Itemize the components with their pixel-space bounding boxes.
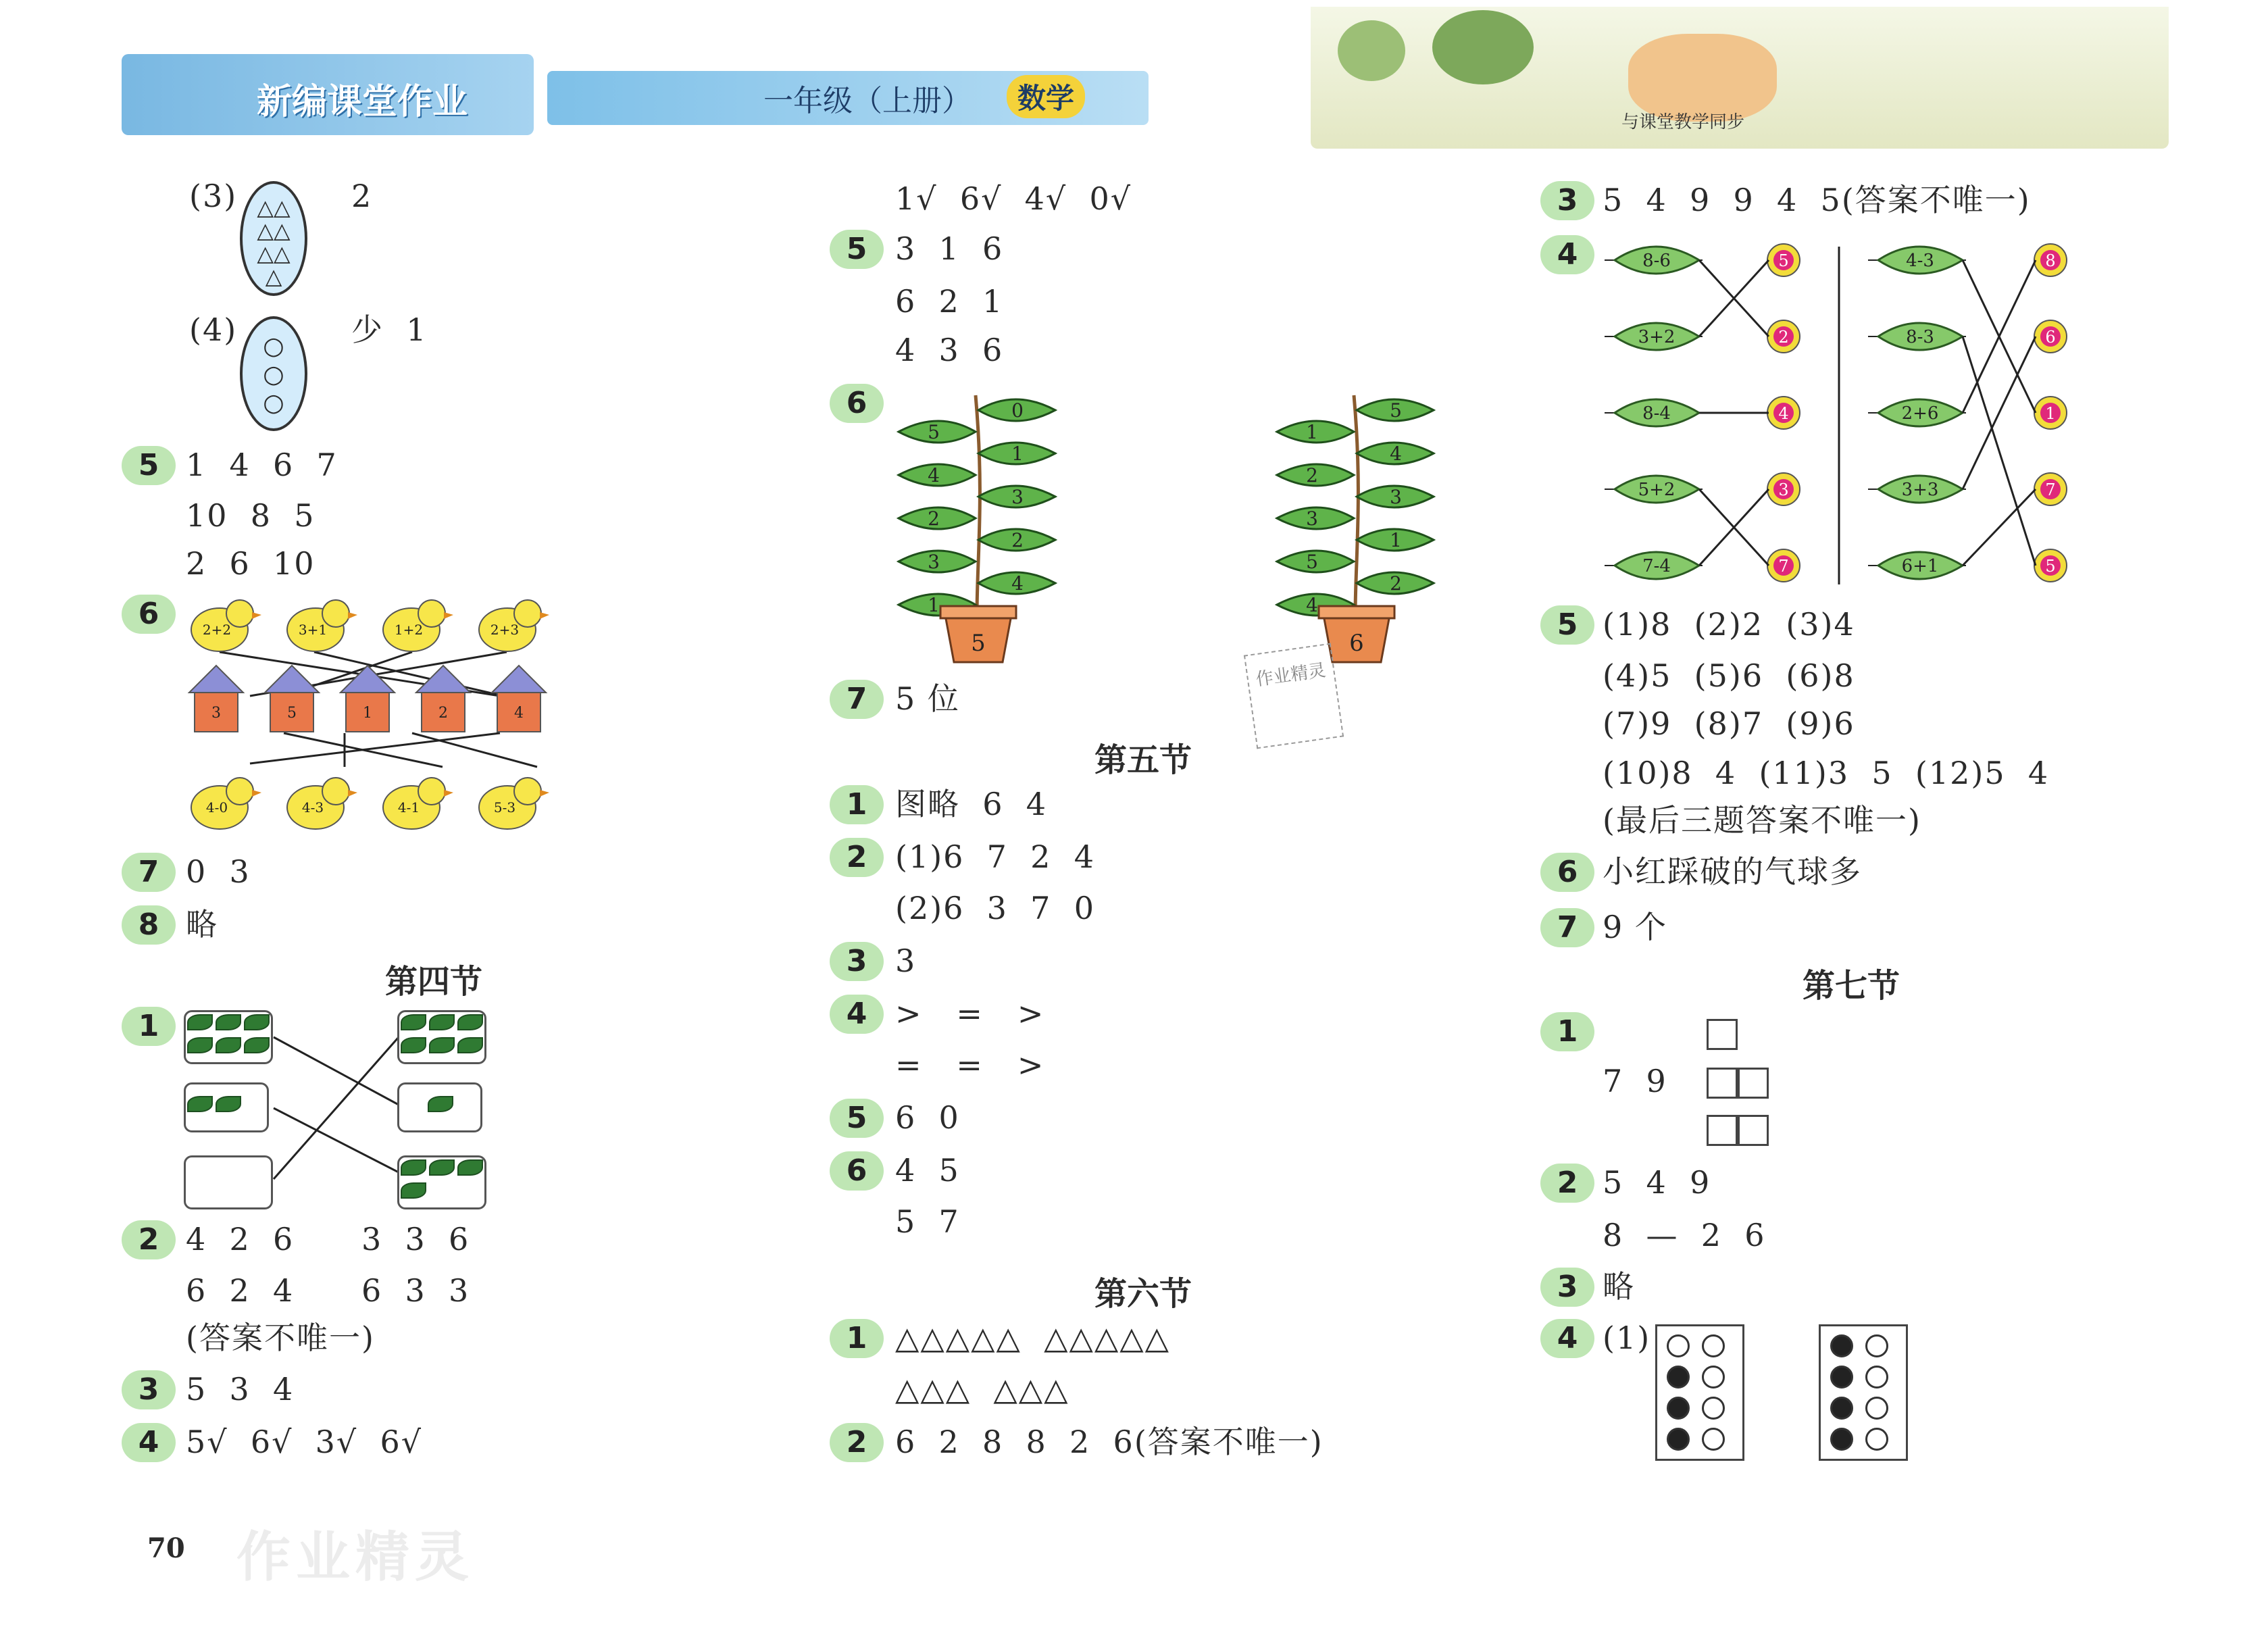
- question-number: 1: [830, 785, 884, 824]
- sec7-q2-badge: 2: [1540, 1164, 1594, 1203]
- empty-dot: [1865, 1397, 1888, 1420]
- flower-number: 6: [2045, 328, 2056, 347]
- equation-leaf: [1868, 323, 1966, 350]
- empty-dot: [1702, 1334, 1725, 1357]
- house-icon: [341, 666, 395, 732]
- col1-s6-badge: 6: [122, 595, 176, 634]
- sec4-q3-badge: 3: [122, 1370, 176, 1409]
- answer-line: > = >: [895, 995, 1045, 1032]
- equation-leaf: [1605, 552, 1703, 579]
- flower-icon: [2034, 320, 2067, 353]
- col2-s5-badge: 5: [830, 230, 884, 269]
- house-label: 4: [514, 705, 524, 722]
- plant-one: [892, 382, 1067, 666]
- filled-dot: [1830, 1428, 1853, 1451]
- leaf-number: 5: [1306, 551, 1318, 573]
- square-box: [1707, 1068, 1738, 1099]
- leaf-equation: 5+2: [1638, 480, 1675, 500]
- col1-q4-label: (4): [189, 311, 238, 348]
- equation-leaf: [1605, 399, 1703, 426]
- col3-s6-badge: 6: [1540, 853, 1594, 892]
- leaf-number: 4: [1011, 572, 1024, 595]
- sec7-q4-badge: 4: [1540, 1319, 1594, 1358]
- leaf-number: 1: [928, 594, 940, 616]
- col1-s7-badge: 7: [122, 853, 176, 892]
- leaf-number: 4: [928, 464, 940, 486]
- sec4-q4-badge: 4: [122, 1423, 176, 1462]
- sec4-q2-line: 4 2 6 3 3 6: [186, 1221, 470, 1257]
- flower-number: 7: [2045, 480, 2056, 499]
- question-number: 1: [830, 1319, 884, 1358]
- chick-label: 4-1: [397, 799, 420, 816]
- stamp: 作业精灵: [1244, 643, 1344, 749]
- sec7-q2-line: 5 4 9: [1603, 1164, 1711, 1201]
- chick-icon: [383, 600, 453, 651]
- plant-leaf: [1357, 399, 1434, 422]
- flower-icon: [2034, 244, 2067, 276]
- flower-number: 5: [2045, 557, 2056, 576]
- chick-label: 3+1: [298, 622, 328, 638]
- answer-line: (1)6 7 2 4: [895, 839, 1095, 875]
- leaf-number: 1: [1390, 529, 1402, 551]
- sec7-q3-badge: 3: [1540, 1268, 1594, 1307]
- chicks-top: [191, 600, 549, 651]
- plant-leaf: [978, 572, 1055, 595]
- flower-number: 3: [1778, 480, 1789, 499]
- equation-leaf: [1605, 323, 1703, 350]
- pot-number: 6: [1349, 630, 1364, 657]
- answer-line: 4 5: [895, 1152, 960, 1189]
- question-number: 5: [830, 1099, 884, 1138]
- square-box: [1738, 1115, 1769, 1146]
- empty-dot: [1702, 1366, 1725, 1389]
- leaf-card: [397, 1155, 486, 1209]
- sec7-q1-badge: 1: [1540, 1012, 1594, 1051]
- equation-leaf: [1605, 247, 1703, 274]
- col2-s5-line: 6 2 1: [895, 283, 1004, 320]
- filled-dot: [1667, 1428, 1690, 1451]
- flower-number: 5: [1778, 251, 1789, 270]
- col3-s5-line: (7)9 (8)7 (9)6: [1603, 705, 1855, 742]
- leaf-card: [397, 1010, 486, 1064]
- leaf-number: 2: [1390, 572, 1402, 595]
- header-bar: [122, 41, 1149, 142]
- leaf-number: 2: [1306, 464, 1318, 486]
- col3-s3-badge: 3: [1540, 181, 1594, 220]
- square-box: [1707, 1019, 1738, 1050]
- sec4-q2-line: 6 2 4 6 3 3: [186, 1272, 470, 1309]
- section7-title: 第七节: [1803, 967, 1900, 1005]
- triangle-oval: △△ △△ △△ △: [240, 181, 307, 296]
- filled-dot: [1667, 1366, 1690, 1389]
- subject-badge: 数学: [1007, 75, 1085, 118]
- question-number: 3: [830, 942, 884, 981]
- col1-s5-badge: 5: [122, 446, 176, 485]
- col2-s5-line: 3 1 6: [895, 230, 1004, 267]
- house-icon: [492, 666, 546, 732]
- plant-leaf: [899, 464, 976, 486]
- filled-dot: [1667, 1397, 1690, 1420]
- answer-line: 图略 6 4: [895, 786, 1048, 822]
- plant-leaf: [978, 399, 1055, 422]
- sec7-q2-line: 8 — 2 6: [1603, 1217, 1766, 1253]
- plant-leaf: [1357, 572, 1434, 595]
- equation-leaf: [1868, 552, 1966, 579]
- leaf-flower-matching: [1601, 233, 2088, 591]
- leaf-equation: 8-3: [1906, 327, 1934, 347]
- col1-q3-answer: 2: [351, 178, 373, 214]
- section6-title: 第六节: [1094, 1275, 1192, 1313]
- leaf-number: 3: [1390, 486, 1402, 508]
- flower-icon: [1767, 473, 1800, 505]
- leaf-number: 2: [928, 507, 940, 530]
- leaf-number: 4: [1306, 594, 1318, 616]
- col3-s3-text: 5 4 9 9 4 5(答案不唯一): [1603, 182, 2031, 218]
- leaf-number: 3: [928, 551, 940, 573]
- empty-dot: [1702, 1428, 1725, 1451]
- chick-label: 4-3: [301, 799, 324, 816]
- plant-leaf: [978, 529, 1055, 551]
- sec4-q3-text: 5 3 4: [186, 1371, 295, 1407]
- flower-number: 7: [1778, 557, 1789, 576]
- pot-number: 5: [971, 630, 986, 657]
- dot-grid: [1819, 1324, 1908, 1461]
- leaf-equation: 3+3: [1901, 480, 1939, 500]
- house-label: 2: [438, 705, 448, 722]
- answer-line: 5 7: [895, 1203, 960, 1240]
- answer-line: 3: [895, 943, 917, 979]
- chick-icon: [479, 778, 549, 829]
- plant-leaf: [978, 443, 1055, 465]
- chick-label: 2+2: [202, 622, 232, 638]
- leaf-number: 1: [1306, 421, 1318, 443]
- square-box: [1738, 1068, 1769, 1099]
- col3-s4-badge: 4: [1540, 235, 1594, 274]
- col3-s5-line: (1)8 (2)2 (3)4: [1603, 606, 1855, 643]
- flower-icon: [1767, 244, 1800, 276]
- slogan: 与课堂教学同步: [1621, 112, 1745, 132]
- house-label: 5: [287, 705, 297, 722]
- flower-number: 4: [1778, 404, 1789, 423]
- flower-icon: [2034, 397, 2067, 429]
- leaf-equation: 7-4: [1642, 556, 1671, 576]
- flower-icon: [1767, 549, 1800, 582]
- plant-leaf: [899, 551, 976, 573]
- empty-dot: [1865, 1366, 1888, 1389]
- col1-s8-text: 略: [186, 906, 218, 943]
- leaf-number: 1: [1011, 443, 1024, 465]
- chick-icon: [287, 778, 357, 829]
- equation-leaf: [1605, 476, 1703, 503]
- answer-line: 6 2 8 8 2 6(答案不唯一): [895, 1424, 1324, 1460]
- plant-leaf: [1357, 443, 1434, 465]
- section5-title: 第五节: [1094, 741, 1192, 779]
- page-number: 70: [147, 1532, 185, 1564]
- chick-icon: [287, 600, 357, 651]
- col1-s8-badge: 8: [122, 905, 176, 945]
- sec7-q3-text: 略: [1603, 1268, 1635, 1305]
- brand-banner: [122, 54, 534, 135]
- grade-banner: [547, 71, 1149, 125]
- tree-icon: [1432, 10, 1534, 84]
- question-number: 2: [830, 838, 884, 877]
- leaf-card: [184, 1082, 269, 1132]
- leaf-number: 0: [1011, 399, 1024, 422]
- chick-label: 2+3: [490, 622, 520, 638]
- flower-icon: [2034, 549, 2067, 582]
- plant-leaf: [1277, 507, 1354, 530]
- tree-icon: [1338, 20, 1405, 81]
- answer-line: △△△△△ △△△△△: [895, 1320, 1171, 1356]
- equation-leaf: [1868, 247, 1966, 274]
- leaf-equation: 4-3: [1906, 251, 1934, 271]
- equation-leaf: [1868, 399, 1966, 426]
- sec4-q1-badge: 1: [122, 1007, 176, 1046]
- house-icon: [416, 666, 470, 732]
- col3-s5-line: (10)8 4 (11)3 5 (12)5 4: [1603, 755, 2050, 791]
- plant-leaf: [978, 486, 1055, 508]
- col1-s7-text: 0 3: [186, 853, 251, 890]
- chick-icon: [191, 600, 261, 651]
- circle-oval: ○ ○ ○: [240, 316, 307, 431]
- plant-leaf: [1277, 421, 1354, 443]
- house-label: 3: [211, 705, 221, 722]
- flower-icon: [1767, 320, 1800, 353]
- plant-two: [1270, 382, 1446, 666]
- col1-s5-line: 2 6 10: [186, 545, 316, 582]
- col1-s5-line: 1 4 6 7: [186, 447, 338, 483]
- square-box: [1707, 1115, 1738, 1146]
- house-icon: [265, 666, 319, 732]
- leaf-card-empty: [184, 1155, 273, 1209]
- plant-leaf: [1357, 529, 1434, 551]
- plant-leaf: [1277, 464, 1354, 486]
- leaf-number: 5: [1390, 399, 1402, 422]
- equation-leaf: [1868, 476, 1966, 503]
- chick-label: 4-0: [205, 799, 228, 816]
- chick-icon: [191, 778, 261, 829]
- sec4-q4-text: 5√ 6√ 3√ 6√: [186, 1424, 423, 1460]
- leaf-equation: 2+6: [1901, 403, 1939, 424]
- plant-leaf: [1357, 486, 1434, 508]
- col3-s5-line: (最后三题答案不唯一): [1603, 802, 1921, 839]
- col3-s5-line: (4)5 (5)6 (6)8: [1603, 657, 1855, 694]
- answer-line: 6 0: [895, 1099, 960, 1136]
- houses: [189, 666, 546, 732]
- house-label: 1: [363, 705, 372, 722]
- sec4-q2-line: (答案不唯一): [186, 1320, 375, 1356]
- filled-dot: [1830, 1366, 1853, 1389]
- flower-number: 2: [1778, 328, 1789, 347]
- col3-s5-badge: 5: [1540, 605, 1594, 645]
- col1-s5-line: 10 8 5: [186, 497, 316, 534]
- flower-icon: [2034, 473, 2067, 505]
- chick-icon: [479, 600, 549, 651]
- answer-line: (2)6 3 7 0: [895, 890, 1095, 926]
- question-number: 6: [830, 1151, 884, 1191]
- col2-s7-text: 5 位: [895, 680, 960, 717]
- empty-dot: [1865, 1334, 1888, 1357]
- col2-s6-badge: 6: [830, 384, 884, 423]
- flower-number: 8: [2045, 251, 2056, 270]
- plant-leaf: [899, 421, 976, 443]
- flower-number: 1: [2045, 404, 2056, 423]
- leaf-equation: 6+1: [1901, 556, 1939, 576]
- grade-label: 一年级（上册）: [763, 84, 972, 118]
- sec7-q4-label: (1): [1603, 1320, 1651, 1356]
- col2-top-line: 1√ 6√ 4√ 0√: [895, 180, 1132, 217]
- chicks-bottom: [191, 778, 549, 829]
- col2-s7-badge: 7: [830, 680, 884, 719]
- leaf-number: 4: [1390, 443, 1402, 465]
- empty-dot: [1702, 1397, 1725, 1420]
- leaf-card: [184, 1010, 273, 1064]
- empty-dot: [1865, 1428, 1888, 1451]
- house-icon: [189, 666, 243, 732]
- leaf-equation: 8-4: [1642, 403, 1671, 424]
- flower-pot: [940, 606, 1016, 662]
- watermark-text: 作业精灵: [236, 1526, 474, 1589]
- col1-q3-label: (3): [189, 178, 238, 214]
- plant-leaf: [899, 507, 976, 530]
- chick-label: 1+2: [394, 622, 424, 638]
- section4-title: 第四节: [385, 963, 483, 1001]
- empty-dot: [1667, 1334, 1690, 1357]
- flower-icon: [1767, 397, 1800, 429]
- sec4-q2-badge: 2: [122, 1220, 176, 1259]
- leaf-number: 2: [1011, 529, 1024, 551]
- col1-q4-answer: 少 1: [351, 311, 428, 348]
- question-number: 2: [830, 1423, 884, 1462]
- leaf-number: 5: [928, 421, 940, 443]
- leaf-equation: 8-6: [1642, 251, 1671, 271]
- sec7-q1-nums: 7 9: [1603, 1063, 1667, 1099]
- answer-line: △△△ △△△: [895, 1371, 1069, 1407]
- col3-s7-badge: 7: [1540, 908, 1594, 947]
- filled-dot: [1830, 1334, 1853, 1357]
- header-illustration: [1311, 7, 2169, 149]
- chick-icon: [383, 778, 453, 829]
- question-number: 4: [830, 995, 884, 1034]
- chick-label: 5-3: [493, 799, 516, 816]
- col3-s7-text: 9 个: [1603, 909, 1667, 945]
- leaf-number: 3: [1011, 486, 1024, 508]
- filled-dot: [1830, 1397, 1853, 1420]
- leaf-card: [397, 1082, 482, 1132]
- brand-title: 新编课堂作业: [257, 82, 468, 122]
- leaf-number: 3: [1306, 507, 1318, 530]
- col2-s5-line: 4 3 6: [895, 332, 1004, 368]
- plant-leaf: [1277, 551, 1354, 573]
- chick-house-matching: [182, 588, 561, 845]
- answer-line: = = >: [895, 1047, 1045, 1083]
- dot-grid: [1655, 1324, 1744, 1461]
- leaf-equation: 3+2: [1638, 327, 1675, 347]
- col3-s6-text: 小红踩破的气球多: [1603, 853, 1862, 890]
